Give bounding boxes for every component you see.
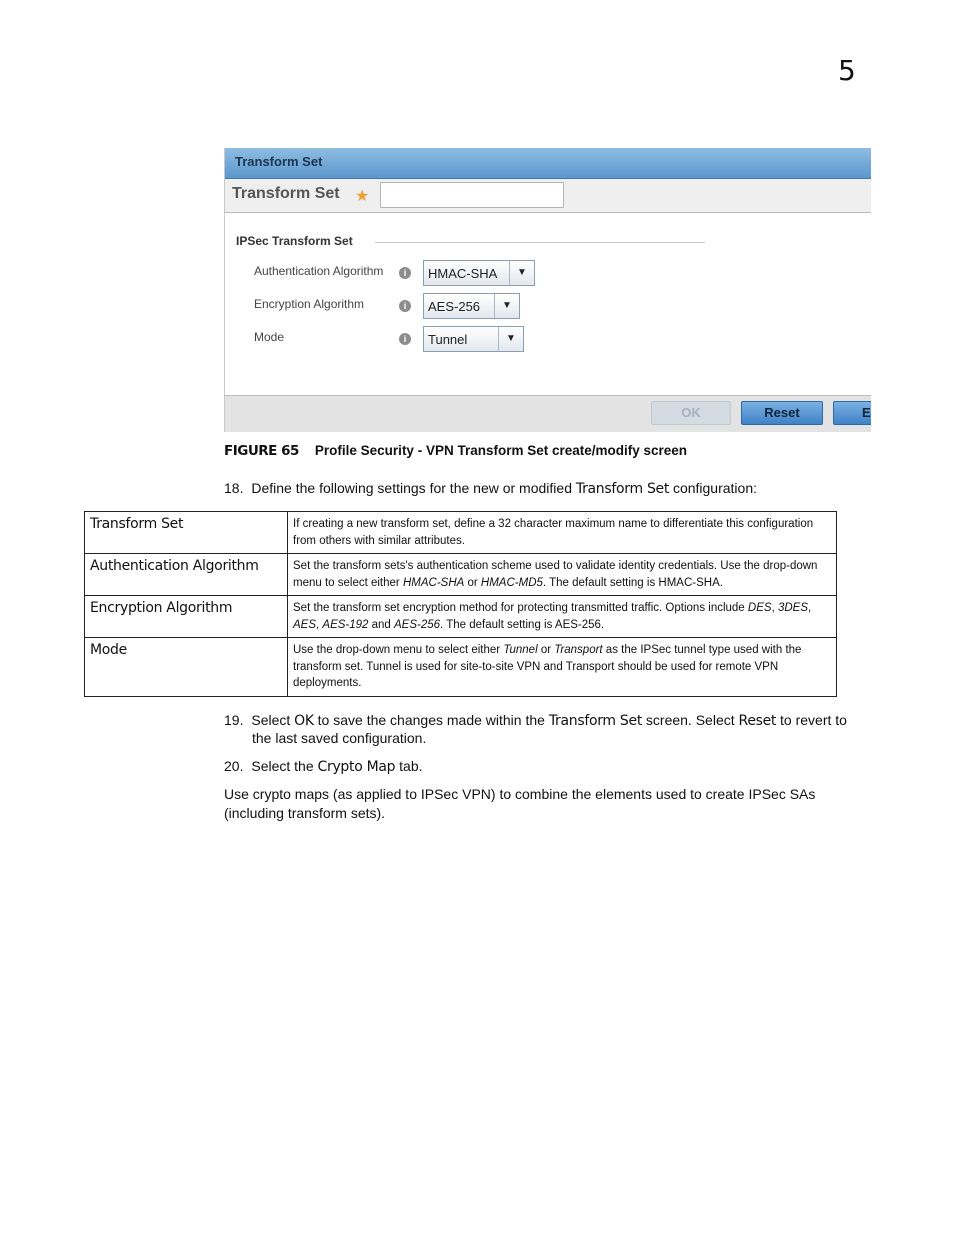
step-number: 20. <box>224 758 244 774</box>
info-icon[interactable]: i <box>399 300 411 312</box>
setting-name: Transform Set <box>85 512 288 554</box>
table-row <box>85 638 837 697</box>
auth-algorithm-label: Authentication Algorithm <box>254 264 384 278</box>
step-18 <box>224 479 757 498</box>
transform-set-input[interactable] <box>380 182 564 208</box>
setting-description: Set the transform sets's authentication scheme used to validate identity credentials. Use the drop-down menu to select either HMAC-SHA or HMAC-MD5. The default setting is HMAC-SHA. <box>288 554 837 596</box>
window-title: Transform Set <box>235 154 323 169</box>
figure-caption-text: Profile Security - VPN Transform Set create/modify screen <box>314 443 688 458</box>
window-titlebar <box>225 148 871 179</box>
closing-line-2: (including transform sets). <box>224 805 386 821</box>
step-text: configuration: <box>669 480 758 496</box>
button-bar <box>225 395 871 432</box>
step-text: Define the following settings for the new or modified <box>251 480 576 496</box>
chevron-down-icon[interactable]: ▼ <box>498 327 523 351</box>
group-title: IPSec Transform Set <box>236 234 353 248</box>
transform-set-row <box>225 179 871 213</box>
auth-algorithm-value: HMAC-SHA <box>428 266 498 281</box>
mode-select[interactable] <box>423 326 524 352</box>
step-20: 20. Select the Crypto Map tab. <box>224 758 423 775</box>
chevron-down-icon[interactable]: ▼ <box>494 294 519 318</box>
mode-label: Mode <box>254 330 285 344</box>
setting-description: Set the transform set encryption method for protecting transmitted traffic. Options include DES, 3DES, AES, AES-192 and AES-256. The default setting is AES-256. <box>288 596 837 638</box>
setting-name: Encryption Algorithm <box>85 596 288 638</box>
step-19-line2: the last saved configuration. <box>252 730 427 746</box>
step-19: 19. Select OK to save the changes made within the Transform Set screen. Select Reset to revert to <box>224 712 847 729</box>
table-row <box>85 554 837 596</box>
step-term: Transform Set <box>575 481 670 497</box>
table-row <box>85 596 837 638</box>
chapter-number: 5 <box>838 54 856 87</box>
setting-description: Use the drop-down menu to select either Tunnel or Transport as the IPSec tunnel type used with the transform set. Tunnel is used for site-to-site VPN and Transport should be used for remote VPN deployments. <box>288 638 837 697</box>
reset-button[interactable]: Reset <box>741 401 823 425</box>
settings-table <box>84 511 837 697</box>
transform-set-label: Transform Set <box>232 185 340 202</box>
setting-name: Mode <box>85 638 288 697</box>
table-row <box>85 512 837 554</box>
group-divider <box>375 242 705 243</box>
required-star-icon: ★ <box>355 188 370 205</box>
info-icon[interactable]: i <box>399 333 411 345</box>
setting-name: Authentication Algorithm <box>85 554 288 596</box>
encryption-algorithm-label: Encryption Algorithm <box>254 297 365 311</box>
chevron-down-icon[interactable]: ▼ <box>509 261 534 285</box>
exit-button[interactable]: E <box>833 401 871 425</box>
encryption-algorithm-select[interactable] <box>423 293 520 319</box>
step-number: 19. <box>224 712 244 728</box>
mode-value: Tunnel <box>428 332 468 347</box>
figure-label: FIGURE 65 <box>224 443 299 459</box>
closing-line-1: Use crypto maps (as applied to IPSec VPN) to combine the elements used to create IPSec SAs <box>224 786 816 802</box>
auth-algorithm-select[interactable] <box>423 260 535 286</box>
info-icon[interactable]: i <box>399 267 411 279</box>
step-number: 18. <box>224 480 244 496</box>
figure-caption <box>224 443 687 459</box>
transform-set-screenshot <box>224 148 871 432</box>
encryption-algorithm-value: AES-256 <box>428 299 481 314</box>
ok-button[interactable]: OK <box>651 401 731 425</box>
setting-description: If creating a new transform set, define a 32 character maximum name to differentiate this configuration from others with similar attributes. <box>288 512 837 554</box>
